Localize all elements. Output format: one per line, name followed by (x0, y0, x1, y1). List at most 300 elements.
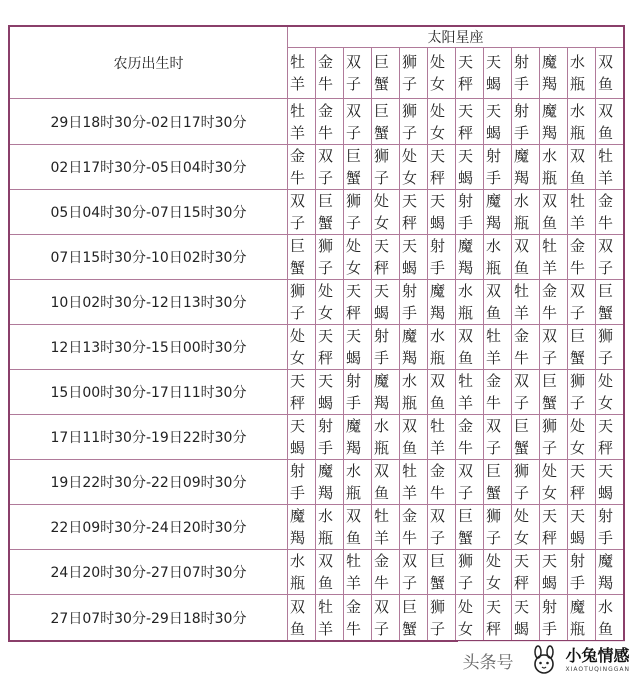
sign-char: 天 (570, 507, 586, 525)
sign-char: 处 (318, 282, 334, 300)
sign-cell (456, 325, 484, 370)
sign-char: 魔 (542, 101, 558, 120)
sign-cell (540, 325, 568, 370)
sign-cell (484, 190, 512, 235)
sign-cell (288, 460, 316, 505)
sign-char: 射 (598, 507, 614, 525)
sign-char: 女 (542, 484, 558, 502)
sign-char: 秤 (402, 214, 418, 232)
sign-cell (372, 415, 400, 460)
sign-cell (288, 505, 316, 550)
sign-char: 天 (458, 53, 474, 71)
sign-cell (344, 190, 372, 235)
sign-char: 水 (486, 237, 502, 255)
sign-char: 蝎 (346, 349, 362, 367)
sign-cell (540, 145, 568, 190)
sign-char: 天 (458, 147, 474, 165)
sign-cell (456, 190, 484, 235)
sign-char: 狮 (570, 372, 586, 390)
sign-char: 羊 (430, 439, 446, 457)
sign-cell (456, 99, 484, 145)
sign-char: 手 (402, 304, 418, 322)
sign-char: 金 (570, 237, 586, 255)
sign-cell (596, 505, 625, 550)
sign-char: 蝎 (486, 75, 502, 93)
sign-cell (568, 415, 596, 460)
sign-char: 秤 (290, 394, 306, 412)
sign-char: 巨 (374, 101, 390, 120)
sign-char: 巨 (318, 192, 334, 210)
sign-char: 羯 (598, 574, 614, 592)
sign-char: 天 (402, 237, 418, 255)
sign-char: 羊 (290, 123, 306, 142)
sign-char: 双 (458, 462, 474, 480)
sign-char: 瓶 (374, 439, 390, 457)
row-time-range: 22日09时30分-24日20时30分 (9, 505, 288, 550)
sign-cell (316, 550, 344, 595)
sign-char: 水 (570, 101, 586, 120)
sign-char: 羯 (402, 349, 418, 367)
sign-char: 鱼 (318, 574, 334, 592)
sign-char: 水 (514, 192, 530, 210)
sign-char: 双 (430, 507, 446, 525)
row-time-range: 29日18时30分-02日17时30分 (9, 99, 288, 145)
sign-cell (344, 550, 372, 595)
sign-char: 牡 (514, 282, 530, 300)
sign-char: 狮 (486, 507, 502, 525)
table-row (9, 235, 624, 280)
sign-char: 金 (402, 507, 418, 525)
sign-cell (428, 370, 456, 415)
sign-char: 射 (430, 237, 446, 255)
sign-char: 瓶 (402, 394, 418, 412)
sign-char: 羊 (318, 619, 334, 638)
sign-char: 牡 (290, 101, 306, 120)
sign-char: 蝎 (598, 484, 614, 502)
row-time-range: 15日00时30分-17日11时30分 (9, 370, 288, 415)
sign-char: 天 (374, 237, 390, 255)
sign-cell (400, 460, 428, 505)
sign-cell (428, 550, 456, 595)
sign-char: 魔 (542, 53, 558, 71)
sign-char: 子 (458, 484, 474, 502)
sign-char: 牡 (542, 237, 558, 255)
sign-char: 牛 (402, 529, 418, 547)
sign-cell (568, 370, 596, 415)
sign-cell (288, 99, 316, 145)
sign-cell (344, 325, 372, 370)
sign-char: 天 (542, 552, 558, 570)
sign-char: 女 (430, 123, 446, 142)
sign-char: 秤 (542, 529, 558, 547)
sign-char: 牡 (458, 372, 474, 390)
sign-char: 牛 (458, 439, 474, 457)
header-sign-cell (512, 48, 540, 99)
sign-char: 子 (598, 259, 614, 277)
sign-char: 羯 (486, 214, 502, 232)
sign-char: 牛 (430, 484, 446, 502)
sign-cell (372, 99, 400, 145)
sign-char: 秤 (458, 75, 474, 93)
sign-cell (344, 235, 372, 280)
sign-cell (316, 145, 344, 190)
sign-cell (344, 280, 372, 325)
sign-char: 子 (346, 123, 362, 142)
sign-cell (512, 145, 540, 190)
sign-char: 狮 (430, 597, 446, 616)
sign-char: 双 (346, 507, 362, 525)
sign-char: 双 (570, 282, 586, 300)
sign-char: 天 (318, 372, 334, 390)
sign-char: 魔 (598, 552, 614, 570)
watermark-platform: 头条号 (462, 652, 514, 673)
sign-cell (428, 595, 456, 642)
sign-char: 蝎 (318, 394, 334, 412)
sign-char: 子 (430, 619, 446, 638)
sign-cell (596, 460, 625, 505)
sign-char: 巨 (598, 282, 614, 300)
sign-char: 金 (542, 282, 558, 300)
sign-cell (512, 370, 540, 415)
sign-char: 子 (486, 529, 502, 547)
sign-char: 水 (458, 282, 474, 300)
sign-cell (400, 325, 428, 370)
sign-cell (512, 99, 540, 145)
sign-cell (288, 190, 316, 235)
sign-cell (512, 595, 540, 642)
sign-char: 双 (458, 327, 474, 345)
sign-cell (456, 370, 484, 415)
sign-cell (512, 235, 540, 280)
sign-char: 蝎 (290, 439, 306, 457)
sign-cell (344, 505, 372, 550)
sign-char: 子 (346, 214, 362, 232)
sign-char: 羊 (570, 214, 586, 232)
sign-char: 秤 (598, 439, 614, 457)
sign-char: 女 (402, 169, 418, 187)
sign-char: 蟹 (318, 214, 334, 232)
sign-char: 子 (542, 349, 558, 367)
sign-char: 魔 (290, 507, 306, 525)
sign-char: 水 (402, 372, 418, 390)
sign-cell (540, 550, 568, 595)
sign-cell (288, 280, 316, 325)
sign-cell (428, 235, 456, 280)
sign-char: 巨 (570, 327, 586, 345)
sign-char: 双 (402, 552, 418, 570)
sign-cell (400, 550, 428, 595)
sign-cell (428, 325, 456, 370)
sign-cell (484, 235, 512, 280)
sign-char: 双 (542, 327, 558, 345)
sign-cell (484, 550, 512, 595)
sign-char: 处 (570, 417, 586, 435)
sign-char: 狮 (374, 147, 390, 165)
sign-char: 子 (318, 169, 334, 187)
sign-char: 射 (346, 372, 362, 390)
sign-char: 射 (290, 462, 306, 480)
header-sign-cell (428, 48, 456, 99)
table-row (9, 460, 624, 505)
row-time-range: 27日07时30分-29日18时30分 (9, 595, 288, 642)
sign-char: 瓶 (430, 349, 446, 367)
sign-char: 射 (374, 327, 390, 345)
sign-char: 牡 (570, 192, 586, 210)
sign-char: 蝎 (514, 619, 530, 638)
sign-char: 狮 (346, 192, 362, 210)
sign-cell (288, 235, 316, 280)
sign-char: 射 (486, 147, 502, 165)
sign-char: 女 (458, 619, 474, 638)
sign-char: 蟹 (430, 574, 446, 592)
sign-cell (512, 280, 540, 325)
sign-char: 金 (318, 101, 334, 120)
sign-char: 金 (430, 462, 446, 480)
sign-char: 蝎 (542, 574, 558, 592)
sign-char: 双 (318, 147, 334, 165)
sign-char: 射 (542, 597, 558, 616)
sign-char: 羯 (542, 75, 558, 93)
sign-cell (596, 415, 625, 460)
sign-char: 天 (402, 192, 418, 210)
header-sun-sign: 太阳星座 (288, 26, 625, 48)
sign-cell (512, 190, 540, 235)
header-lunar-birth-time: 农历出生时 (9, 26, 288, 99)
sign-char: 蝎 (570, 529, 586, 547)
sign-cell (428, 145, 456, 190)
sign-cell (568, 550, 596, 595)
sign-char: 鱼 (430, 394, 446, 412)
sign-cell (372, 505, 400, 550)
sign-char: 牛 (374, 574, 390, 592)
sign-cell (540, 280, 568, 325)
sign-char: 秤 (570, 484, 586, 502)
sign-char: 天 (598, 462, 614, 480)
sign-char: 金 (598, 192, 614, 210)
sign-char: 瓶 (570, 619, 586, 638)
sign-char: 蟹 (542, 394, 558, 412)
sign-cell (540, 505, 568, 550)
sign-cell (400, 595, 428, 642)
sign-char: 射 (318, 417, 334, 435)
watermark-brand-subtitle: XIAOTUQINGGAN (565, 665, 630, 673)
sign-cell (568, 505, 596, 550)
sign-cell (596, 235, 625, 280)
sign-char: 天 (458, 101, 474, 120)
sign-cell (400, 280, 428, 325)
sign-cell (288, 550, 316, 595)
sign-char: 女 (598, 394, 614, 412)
sign-char: 瓶 (486, 259, 502, 277)
header-sign-cell (456, 48, 484, 99)
sign-char: 处 (374, 192, 390, 210)
sign-cell (456, 460, 484, 505)
sign-char: 魔 (570, 597, 586, 616)
sign-char: 鱼 (514, 259, 530, 277)
sign-cell (568, 235, 596, 280)
sign-char: 子 (346, 75, 362, 93)
sign-cell (456, 505, 484, 550)
sign-cell (400, 99, 428, 145)
sign-char: 蝎 (430, 214, 446, 232)
sign-char: 羯 (514, 169, 530, 187)
sign-char: 天 (514, 597, 530, 616)
sign-cell (568, 99, 596, 145)
sign-char: 处 (402, 147, 418, 165)
sign-char: 狮 (402, 101, 418, 120)
sign-char: 水 (346, 462, 362, 480)
sign-char: 魔 (486, 192, 502, 210)
sign-cell (428, 415, 456, 460)
sign-char: 牛 (290, 169, 306, 187)
sign-cell (512, 460, 540, 505)
sign-char: 巨 (346, 147, 362, 165)
sign-cell (344, 415, 372, 460)
sign-cell (512, 505, 540, 550)
sign-cell (316, 235, 344, 280)
sign-cell (372, 190, 400, 235)
sign-cell (484, 460, 512, 505)
sign-char: 秤 (514, 574, 530, 592)
sign-char: 羯 (374, 394, 390, 412)
sign-char: 羯 (542, 123, 558, 142)
sign-char: 羊 (486, 349, 502, 367)
sign-char: 羯 (430, 304, 446, 322)
sign-cell (568, 190, 596, 235)
sign-char: 手 (374, 349, 390, 367)
sign-char: 秤 (458, 123, 474, 142)
header-sign-cell (484, 48, 512, 99)
sign-cell (484, 280, 512, 325)
sign-cell (316, 99, 344, 145)
table-row (9, 595, 624, 642)
sign-char: 蟹 (290, 259, 306, 277)
sign-char: 牛 (598, 214, 614, 232)
sign-char: 手 (430, 259, 446, 277)
sign-char: 金 (514, 327, 530, 345)
sign-char: 水 (374, 417, 390, 435)
sign-cell (456, 550, 484, 595)
sign-char: 狮 (598, 327, 614, 345)
sign-char: 处 (430, 53, 446, 71)
sign-char: 处 (542, 462, 558, 480)
sign-char: 蝎 (486, 123, 502, 142)
sign-char: 牡 (290, 53, 306, 71)
sign-char: 双 (318, 552, 334, 570)
sign-cell (316, 370, 344, 415)
sign-char: 子 (570, 304, 586, 322)
sign-char: 女 (486, 574, 502, 592)
sign-cell (540, 415, 568, 460)
row-time-range: 24日20时30分-27日07时30分 (9, 550, 288, 595)
sign-char: 双 (290, 597, 306, 616)
sign-char: 牛 (318, 123, 334, 142)
sign-cell (288, 595, 316, 642)
sign-char: 蟹 (514, 439, 530, 457)
row-time-range: 10日02时30分-12日13时30分 (9, 280, 288, 325)
sign-char: 巨 (290, 237, 306, 255)
sign-char: 羊 (514, 304, 530, 322)
sign-char: 天 (570, 462, 586, 480)
sign-cell (568, 280, 596, 325)
sign-char: 巨 (374, 53, 390, 71)
sign-char: 巨 (486, 462, 502, 480)
sign-char: 双 (486, 282, 502, 300)
sign-char: 狮 (318, 237, 334, 255)
sign-cell (540, 235, 568, 280)
sign-char: 双 (486, 417, 502, 435)
sign-cell (316, 460, 344, 505)
sign-char: 巨 (514, 417, 530, 435)
sign-cell (512, 550, 540, 595)
sign-char: 金 (318, 53, 334, 71)
sign-char: 子 (570, 394, 586, 412)
sign-char: 鱼 (598, 123, 614, 142)
sign-char: 蝎 (458, 169, 474, 187)
zodiac-table (8, 25, 625, 642)
sign-char: 牛 (318, 75, 334, 93)
sign-char: 牛 (570, 259, 586, 277)
sign-char: 子 (542, 439, 558, 457)
sign-char: 瓶 (570, 75, 586, 93)
sign-char: 羊 (346, 574, 362, 592)
sign-char: 蟹 (374, 123, 390, 142)
table-row (9, 99, 624, 145)
row-time-range: 19日22时30分-22日09时30分 (9, 460, 288, 505)
sign-char: 羯 (346, 439, 362, 457)
sign-char: 射 (514, 53, 530, 71)
sign-char: 蟹 (346, 169, 362, 187)
sign-char: 秤 (374, 259, 390, 277)
sign-char: 牡 (346, 552, 362, 570)
sign-char: 子 (514, 484, 530, 502)
sign-char: 射 (514, 101, 530, 120)
sign-cell (344, 99, 372, 145)
sign-char: 魔 (402, 327, 418, 345)
sign-char: 瓶 (318, 529, 334, 547)
sign-cell (484, 370, 512, 415)
sign-char: 鱼 (402, 439, 418, 457)
sign-char: 瓶 (290, 574, 306, 592)
sign-char: 鱼 (598, 619, 614, 638)
sign-char: 羊 (458, 394, 474, 412)
sign-char: 秤 (318, 349, 334, 367)
sign-char: 双 (346, 101, 362, 120)
sign-char: 狮 (402, 53, 418, 71)
rabbit-face-icon (529, 645, 559, 675)
sign-char: 双 (374, 597, 390, 616)
sign-cell (596, 145, 625, 190)
sign-char: 天 (514, 552, 530, 570)
table-row (9, 190, 624, 235)
sign-char: 牡 (486, 327, 502, 345)
sign-cell (316, 190, 344, 235)
sign-cell (400, 370, 428, 415)
header-sign-cell (316, 48, 344, 99)
sign-char: 羊 (598, 169, 614, 187)
sign-char: 女 (346, 259, 362, 277)
sign-char: 射 (458, 192, 474, 210)
sign-char: 双 (570, 147, 586, 165)
sign-char: 处 (290, 327, 306, 345)
sign-char: 瓶 (570, 123, 586, 142)
sign-char: 秤 (430, 169, 446, 187)
sign-char: 魔 (514, 147, 530, 165)
sign-char: 牡 (598, 147, 614, 165)
sign-char: 水 (430, 327, 446, 345)
header-sign-cell (288, 48, 316, 99)
sign-char: 女 (318, 304, 334, 322)
